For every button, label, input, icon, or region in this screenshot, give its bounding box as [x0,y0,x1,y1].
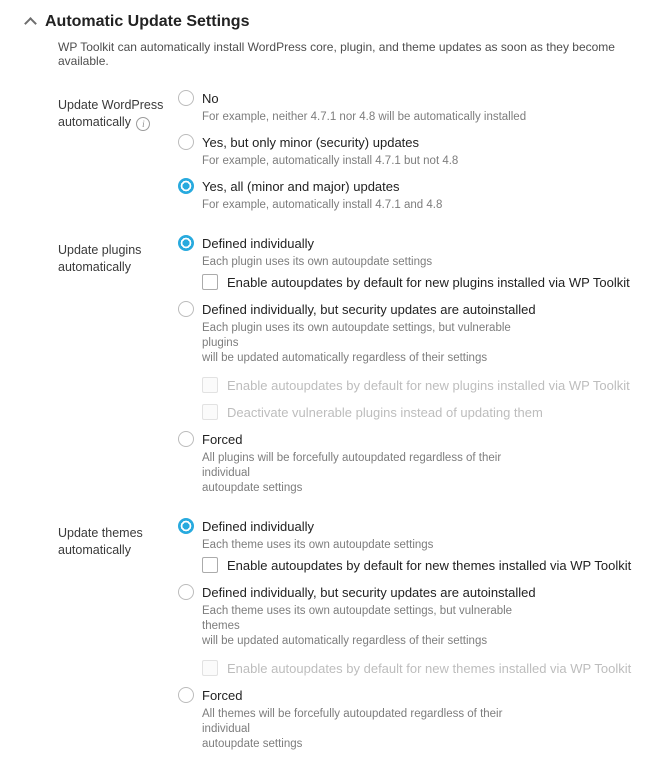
radio-option-wordpress-no[interactable] [178,90,670,106]
radio-option-wordpress-minor-only[interactable] [178,134,670,150]
section-header[interactable] [26,13,670,31]
option-wordpress-minor-only [178,134,670,169]
radio-selected-icon[interactable] [178,518,194,534]
radio-label: Forced [202,687,243,703]
radio-unselected-icon[interactable] [178,301,194,317]
radio-label: Defined individually, but security updates are autoinstalled [202,301,536,317]
checkbox-unchecked-icon[interactable] [202,274,218,290]
option-description [202,707,532,752]
option-wordpress-no [178,90,670,125]
radio-label: Defined individually, but security updates are autoinstalled [202,584,536,600]
checkbox-label: Enable autoupdates by default for new plugins installed via WP Toolkit [227,377,630,393]
description-line: Each plugin uses its own autoupdate settings, but vulnerable plugins [202,322,511,349]
option-plugins-defined-individually [178,235,670,292]
radio-label: Yes, but only minor (security) updates [202,134,420,150]
radio-selected-icon[interactable] [178,235,194,251]
radio-option-themes-security-autoinstalled[interactable] [178,584,670,600]
checkbox-deactivate-vulnerable-plugins-disabled [202,404,670,420]
description-line: Each plugin uses its own autoupdate settings [202,256,433,268]
plugins-options [178,235,670,505]
checkbox-label: Enable autoupdates by default for new themes installed via WP Toolkit [227,660,632,676]
radio-selected-icon[interactable] [178,178,194,194]
section-subtitle: WP Toolkit can automatically install WordPress core, plugin, and theme updates as soon as they become available. [58,40,615,68]
checkbox-disabled-icon [202,660,218,676]
group-label-text: Update WordPress automatically [58,98,164,129]
info-icon[interactable]: i [136,117,150,131]
checkbox-disabled-icon [202,377,218,393]
radio-option-wordpress-all[interactable] [178,178,670,194]
description-line: All themes will be forcefully autoupdated regardless of their individual [202,708,503,735]
group-label-update-plugins [58,235,178,505]
chevron-up-icon[interactable] [24,17,37,30]
radio-unselected-icon[interactable] [178,90,194,106]
option-description [202,604,532,649]
group-update-plugins [58,235,670,505]
radio-option-themes-forced[interactable] [178,687,670,703]
group-update-wordpress [58,90,670,222]
radio-option-plugins-forced[interactable] [178,431,670,447]
checkbox-enable-autoupdates-new-plugins-disabled [202,377,670,393]
checkbox-label: Enable autoupdates by default for new plugins installed via WP Toolkit [227,274,630,290]
option-description [202,198,532,213]
themes-options [178,518,670,761]
option-plugins-security-autoinstalled [178,301,670,422]
radio-label: Yes, all (minor and major) updates [202,178,400,194]
option-themes-security-autoinstalled [178,584,670,678]
option-themes-defined-individually [178,518,670,575]
description-line: Each theme uses its own autoupdate settings, but vulnerable themes [202,605,513,632]
group-label-update-wordpress [58,90,178,222]
option-description [202,451,532,496]
option-wordpress-all [178,178,670,213]
description-line: will be updated automatically regardless of their settings [202,352,488,364]
radio-unselected-icon[interactable] [178,584,194,600]
checkbox-label: Enable autoupdates by default for new themes installed via WP Toolkit [227,557,632,573]
description-line: For example, neither 4.7.1 nor 4.8 will be automatically installed [202,111,527,123]
wordpress-options [178,90,670,222]
group-update-themes [58,518,670,761]
section-title: Automatic Update Settings [45,13,250,30]
option-plugins-forced [178,431,670,496]
radio-label: Forced [202,431,243,447]
radio-unselected-icon[interactable] [178,687,194,703]
description-line: autoupdate settings [202,738,303,750]
description-line: autoupdate settings [202,482,303,494]
radio-label: Defined individually [202,235,315,251]
group-label-text: Update plugins automatically [58,243,142,274]
checkbox-disabled-icon [202,404,218,420]
group-label-text: Update themes automatically [58,526,143,557]
radio-option-themes-defined-individually[interactable] [178,518,670,534]
update-settings-form [58,90,670,761]
group-label-update-themes [58,518,178,761]
checkbox-label: Deactivate vulnerable plugins instead of updating them [227,404,543,420]
description-line: For example, automatically install 4.7.1 but not 4.8 [202,155,459,167]
checkbox-enable-autoupdates-new-themes-disabled [202,660,670,676]
radio-option-plugins-defined-individually[interactable] [178,235,670,251]
radio-option-plugins-security-autoinstalled[interactable] [178,301,670,317]
checkbox-unchecked-icon[interactable] [202,557,218,573]
checkbox-enable-autoupdates-new-themes[interactable] [202,557,670,573]
description-line: All plugins will be forcefully autoupdated regardless of their individual [202,452,502,479]
radio-label: Defined individually [202,518,315,534]
option-description [202,110,532,125]
radio-unselected-icon[interactable] [178,431,194,447]
checkbox-enable-autoupdates-new-plugins[interactable] [202,274,670,290]
option-description [202,321,532,366]
radio-label: No [202,90,219,106]
option-description [202,538,532,553]
description-line: For example, automatically install 4.7.1 and 4.8 [202,199,443,211]
description-line: will be updated automatically regardless of their settings [202,635,488,647]
option-themes-forced [178,687,670,752]
option-description [202,255,532,270]
option-description [202,154,532,169]
description-line: Each theme uses its own autoupdate settings [202,539,434,551]
radio-unselected-icon[interactable] [178,134,194,150]
